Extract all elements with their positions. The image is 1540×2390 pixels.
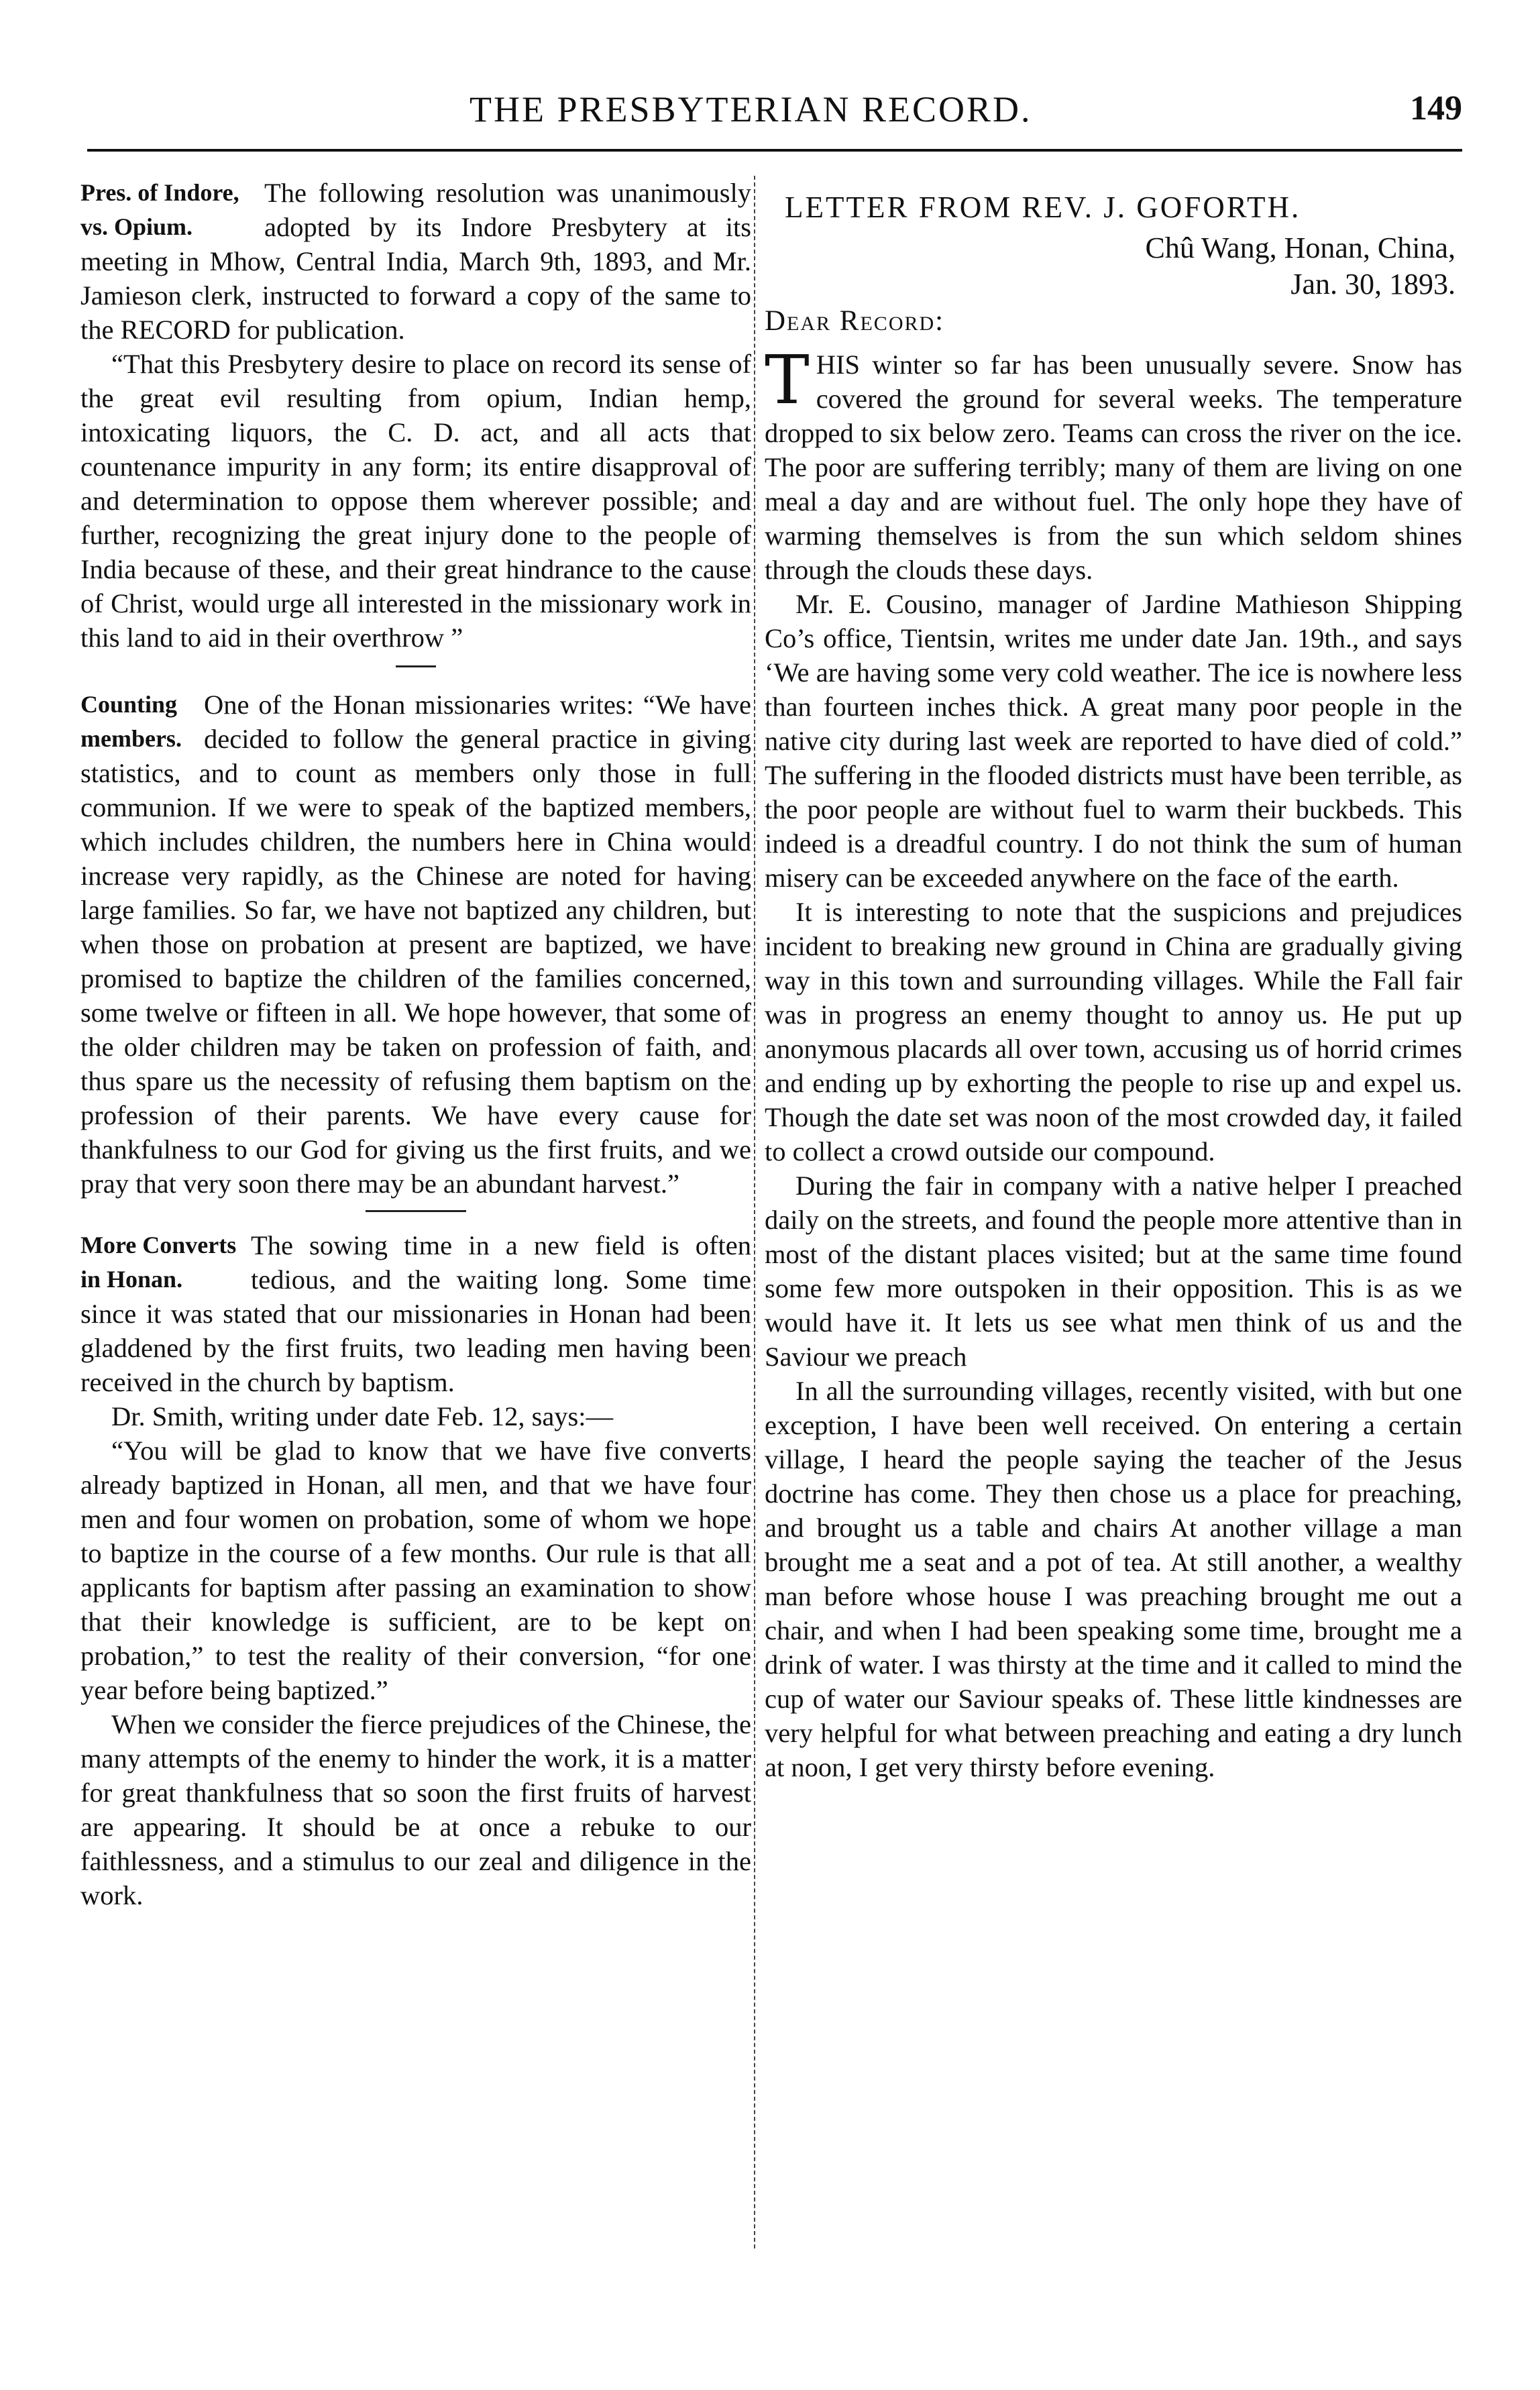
side-head-converts-line2: in Honan. — [80, 1266, 183, 1293]
dateline-place: Chû Wang, Honan, China, — [1145, 231, 1455, 264]
right-column — [765, 176, 1462, 1784]
salutation: Dear Record: — [765, 305, 945, 337]
side-head-indore — [80, 176, 255, 244]
counting-text: One of the Honan missionaries writes: “We have decided to follow the general practice in giving statistics, and to count as members only those in full communion. If we were to speak of the baptized members, which includes children, the numbers here in China would increase very rapidly, as the Chinese are noted for having large families. So far, we have not baptized any children, but when those on probation at present are baptized, we have promised to baptize the children of the families concerned, some twelve or fifteen in all. We hope however, that some of the older children may be taken on profession of faith, and thus spare us the necessity of refusing them baptism on the profession of their parents. We have every cause for thankfulness to our God for giving us the first fruits, and we pray that very soon there may be an abundant harvest.” — [80, 690, 751, 1199]
side-head-converts-line1: More Converts — [80, 1232, 237, 1258]
converts-text-4: When we consider the fierce prejudices of the Chinese, the many attempts of the enemy to hinder the work, it is a matter for great thankfulness that so soon the first fruits of harvest are appearing. It should be at once a rebuke to our faithlessness, and a stimulus to our zeal and diligence in the work. — [80, 1709, 751, 1910]
letter-paragraph-1 — [765, 341, 1462, 587]
left-column — [80, 176, 751, 1912]
side-head-counting-line2: members. — [80, 725, 182, 752]
counting-item — [80, 688, 751, 1201]
side-head-counting — [80, 688, 195, 756]
section-separator — [366, 1210, 466, 1212]
converts-item — [80, 1228, 751, 1912]
dateline — [765, 230, 1462, 303]
running-head — [80, 80, 1462, 141]
section-separator — [396, 665, 436, 667]
converts-text-1: The sowing time in a new field is often tedious, and the waiting long. Some time since it was stated that our missionaries in Honan had been gladdened by the first fruits, two leading men having been received in the church by baptism. — [80, 1230, 751, 1397]
side-head-indore-line1: Pres. of Indore, — [80, 179, 239, 206]
side-head-counting-line1: Counting — [80, 691, 178, 718]
drop-cap: T — [765, 341, 810, 419]
converts-text-2: Dr. Smith, writing under date Feb. 12, says:— — [111, 1401, 614, 1431]
indore-resolution: “That this Presbytery desire to place on record its sense of the great evil resulting from opium, Indian hemp, intoxicating liquors, the C. D. act, and all acts that countenance impurity in any form; its entire disapproval of and determination to oppose them wherever possible; and further, recognizing the great injury done to the people of India because of these, and their great hindrance to the cause of Christ, would urge all interested in the missionary work in this land to aid in their overthrow ” — [80, 349, 751, 653]
dateline-date: Jan. 30, 1893. — [1290, 268, 1455, 301]
converts-text-3: “You will be glad to know that we have five converts already baptized in Honan, all men, and that we have four men and four women on probation, some of whom we hope to baptize in the course of a few months. Our rule is that all applicants for baptism after passing an examination to show that their knowledge is sufficient, are to be kept on probation,” to test the reality of their conversion, “for one year before being baptized.” — [80, 1435, 751, 1705]
page-number: 149 — [1410, 89, 1462, 127]
side-head-indore-line2: vs. Opium. — [80, 213, 193, 240]
letter-paragraph-4: During the fair in company with a native helper I preached daily on the streets, and found the people more attentive than in most of the distant places visited; but at the same time found some few more outspoken in their opposition. This is as we would have it. It lets us see what men think of us and the Saviour we preach — [765, 1171, 1462, 1372]
letter-title: LETTER FROM REV. J. GOFORTH. — [785, 191, 1301, 224]
running-title: THE PRESBYTERIAN RECORD. — [470, 89, 1032, 129]
letter-paragraph-3: It is interesting to note that the suspicions and prejudices incident to breaking new ground in China are gradually giving way in this town and surrounding villages. While the Fall fair was in progress an enemy thought to annoy us. He put up anonymous placards all over town, accusing us of horrid crimes and ending up by exhorting the people to rise up and expel us. Though the date set was noon of the most crowded day, it failed to collect a crowd outside our compound. — [765, 897, 1462, 1166]
indore-intro: The following resolution was unanimously adopted by its Indore Presbytery at its meeting in Mhow, Central India, March 9th, 1893, and Mr. Jamieson clerk, instructed to forward a copy of the same to the RECORD for publication. — [80, 178, 751, 345]
side-head-converts — [80, 1228, 241, 1297]
indore-item — [80, 176, 751, 655]
letter-paragraph-5: In all the surrounding villages, recently visited, with but one exception, I have been well received. On entering a certain village, I heard the people saying the teacher of the Jesus doctrine has come. They then chose us a place for preaching, and brought us a table and chairs At another village a man brought me a seat and a pot of tea. At still another, a wealthy man before whose house I was preaching brought me out a chair, and when I had been speaking some time, brought me a drink of water. I was thirsty at the time and it called to mind the cup of water our Saviour speaks of. These little kindnesses are very helpful for what between preaching and eating a dry lunch at noon, I get very thirsty before evening. — [765, 1376, 1462, 1782]
header-rule — [87, 149, 1462, 152]
column-divider — [754, 176, 755, 2248]
letter-paragraph-1-text: HIS winter so far has been unusually severe. Snow has covered the ground for several weeks. The temperature dropped to six below zero. Teams can cross the river on the ice. The poor are suffering terribly; many of them are living on one meal a day and are without fuel. The only hope they have of warming themselves is from the sun which seldom shines through the clouds these days. — [765, 349, 1462, 585]
letter-paragraph-2: Mr. E. Cousino, manager of Jardine Mathieson Shipping Co’s office, Tientsin, writes me under date Jan. 19th., and says ‘We are having some very cold weather. The ice is nowhere less than fourteen inches thick. A great many poor people in the native city during last week are reported to have died of cold.” The suffering in the flooded districts must have been terrible, as the poor people are without fuel to warm their buckbeds. This indeed is a dreadful country. I do not think the sum of human misery can be exceeded anywhere on the face of the earth. — [765, 589, 1462, 893]
